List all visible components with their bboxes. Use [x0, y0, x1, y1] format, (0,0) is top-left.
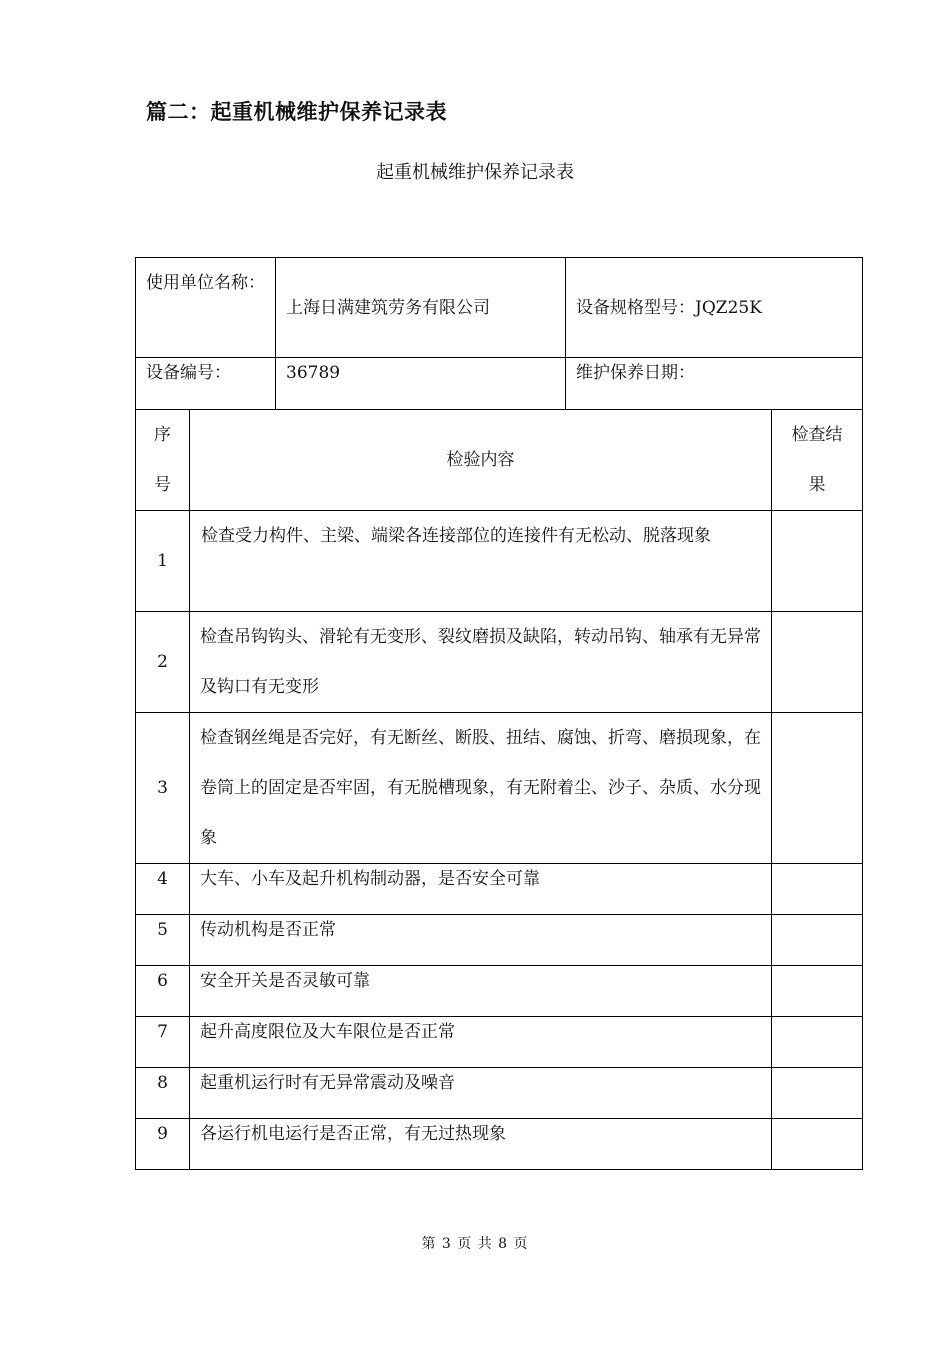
table-row [136, 1017, 863, 1068]
column-header-content: 检验内容 [190, 410, 772, 510]
row-content: 传动机构是否正常 [190, 915, 772, 965]
maintenance-date-label: 维护保养日期： [566, 358, 863, 409]
form-title: 起重机械维护保养记录表 [376, 162, 574, 183]
row-content: 检查吊钩钩头、滑轮有无变形、裂纹磨损及缺陷，转动吊钩、轴承有无异常及钩口有无变形 [190, 612, 772, 712]
row-result-cell[interactable] [772, 1017, 863, 1067]
row-content: 起重机运行时有无异常震动及噪音 [190, 1068, 772, 1118]
row-number: 7 [136, 1017, 190, 1067]
table-row [136, 966, 863, 1017]
equipment-model-label: 设备规格型号：JQZ25K [566, 258, 863, 357]
row-number: 3 [136, 713, 190, 863]
table-row [136, 612, 863, 713]
row-number: 5 [136, 915, 190, 965]
row-result-cell[interactable] [772, 1068, 863, 1118]
table-header-row [136, 410, 863, 511]
table-row [136, 511, 863, 612]
row-number: 2 [136, 612, 190, 712]
info-row-number [136, 358, 863, 410]
row-content: 起升高度限位及大车限位是否正常 [190, 1017, 772, 1067]
page-number: 第 3 页 共 8 页 [421, 1236, 529, 1252]
row-result-cell[interactable] [772, 915, 863, 965]
page-heading: 篇二：起重机械维护保养记录表 [146, 100, 447, 124]
unit-name-value: 上海日满建筑劳务有限公司 [276, 258, 566, 357]
row-result-cell[interactable] [772, 713, 863, 863]
row-number: 9 [136, 1119, 190, 1169]
column-header-result: 检查结果 [772, 410, 863, 510]
table-row [136, 864, 863, 915]
equipment-number-value: 36789 [276, 358, 566, 409]
row-content: 检查受力构件、主梁、端梁各连接部位的连接件有无松动、脱落现象 [190, 511, 772, 611]
info-row-unit [136, 258, 863, 358]
row-result-cell[interactable] [772, 864, 863, 914]
row-content: 大车、小车及起升机构制动器，是否安全可靠 [190, 864, 772, 914]
row-result-cell[interactable] [772, 511, 863, 611]
column-header-number: 序号 [136, 410, 190, 510]
row-content: 检查钢丝绳是否完好，有无断丝、断股、扭结、腐蚀、折弯、磨损现象，在卷筒上的固定是否牢固，有无脱槽现象，有无附着尘、沙子、杂质、水分现象 [190, 713, 772, 863]
row-number: 1 [136, 511, 190, 611]
table-row [136, 713, 863, 864]
row-number: 8 [136, 1068, 190, 1118]
table-row [136, 1119, 863, 1170]
table-row [136, 1068, 863, 1119]
equipment-number-label: 设备编号： [136, 358, 276, 409]
maintenance-record-table [135, 257, 863, 1170]
row-number: 6 [136, 966, 190, 1016]
unit-name-label: 使用单位名称： [136, 258, 276, 357]
row-number: 4 [136, 864, 190, 914]
row-content: 安全开关是否灵敏可靠 [190, 966, 772, 1016]
row-content: 各运行机电运行是否正常，有无过热现象 [190, 1119, 772, 1169]
row-result-cell[interactable] [772, 966, 863, 1016]
row-result-cell[interactable] [772, 1119, 863, 1169]
row-result-cell[interactable] [772, 612, 863, 712]
table-row [136, 915, 863, 966]
